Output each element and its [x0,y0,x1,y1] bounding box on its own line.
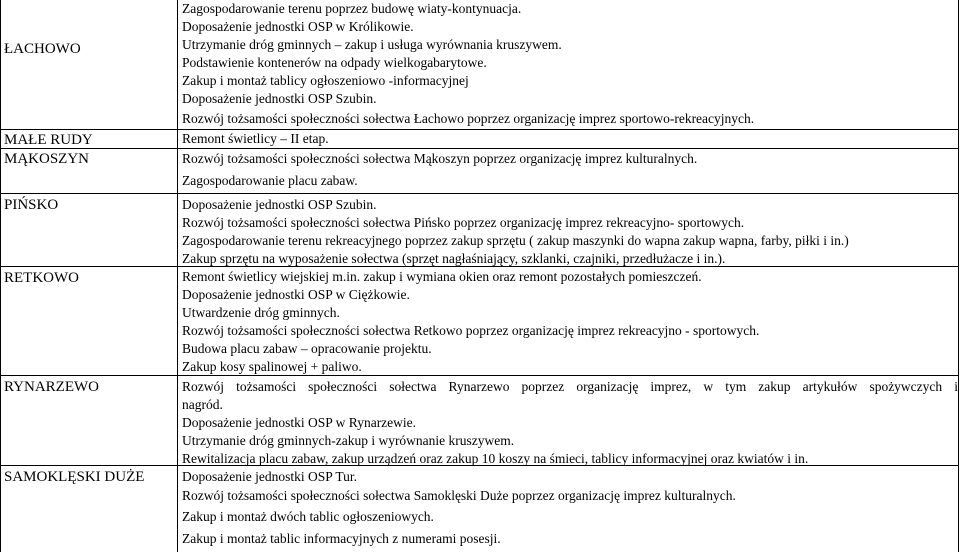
task-item: Zakup i montaż dwóch tablic ogłoszeniowych. [182,509,434,524]
task-item: Zagospodarowanie terenu poprzez budowę wiaty-kontynuacja. [182,1,522,16]
table-column-divider [177,0,178,552]
village-name: PIŃSKO [4,197,59,213]
task-item: Podstawienie kontenerów na odpady wielkogabarytowe. [182,55,487,70]
task-item: Utrzymanie dróg gminnych-zakup i wyrównanie kruszywem. [182,433,515,448]
task-item: Rozwój tożsamości społeczności sołectwa Rynarzewo poprzez organizację imprez, w tym zakup artykułów spożywczych i [182,379,958,394]
task-item: Rozwój tożsamości społeczności sołectwa Pińsko poprzez organizację imprez rekreacyjno- sportowych. [182,215,745,230]
village-name: RYNARZEWO [4,379,99,395]
task-item: Rozwój tożsamości społeczności sołectwa Retkowo poprzez organizację imprez rekreacyjno - sportowych. [182,323,760,338]
task-item: Rozwój tożsamości społeczności sołectwa Łachowo poprzez organizację imprez sportowo-rekreacyjnych. [182,111,755,126]
task-item: Doposażenie jednostki OSP Szubin. [182,197,377,212]
task-item: Doposażenie jednostki OSP w Królikowie. [182,19,414,34]
village-name: MAŁE RUDY [4,132,93,148]
row-divider [0,375,959,376]
task-item: nagród. [182,397,223,412]
task-item: Zakup sprzętu na wyposażenie sołectwa (sprzęt nagłaśniający, szklanki, czajniki, przedłużacze i in.). [182,251,726,266]
task-item: Doposażenie jednostki OSP w Rynarzewie. [182,415,417,430]
task-item: Doposażenie jednostki OSP Tur. [182,469,358,484]
task-item: Rewitalizacja placu zabaw, zakup urządzeń oraz zakup 10 koszy na śmieci, tablicy informacyjnej oraz kwiatów i in. [182,451,809,466]
task-item: Zakup kosy spalinowej + paliwo. [182,359,362,374]
task-item: Doposażenie jednostki OSP w Ciężkowie. [182,287,410,302]
row-divider [0,129,959,130]
village-name: SAMOKLĘSKI DUŻE [4,469,145,485]
task-item: Zagospodarowanie placu zabaw. [182,173,358,188]
task-item: Utrzymanie dróg gminnych – zakup i usługa wyrównania kruszywem. [182,37,562,52]
village-name: ŁACHOWO [4,41,81,57]
task-item: Remont świetlicy wiejskiej m.in. zakup i wymiana okien oraz remont pozostałych pomieszczeń. [182,269,702,284]
row-divider [0,193,959,194]
table-border-left [0,0,1,552]
task-item: Zakup i montaż tablic informacyjnych z numerami posesji. [182,531,501,546]
task-item: Zakup i montaż tablicy ogłoszeniowo -informacyjnej [182,73,469,88]
task-item: Zagospodarowanie terenu rekreacyjnego poprzez zakup sprzętu ( zakup maszynki do wapna zakup wapna, farby, piłki i in.) [182,233,849,248]
task-item: Rozwój tożsamości społeczności sołectwa Samoklęski Duże poprzez organizację imprez kulturalnych. [182,488,736,503]
row-divider [0,148,959,149]
task-item: Rozwój tożsamości społeczności sołectwa Mąkoszyn poprzez organizację imprez kulturalnych. [182,151,698,166]
task-item: Budowa placu zabaw – opracowanie projektu. [182,341,432,356]
village-name: RETKOWO [4,270,79,286]
task-item: Utwardzenie dróg gminnych. [182,305,340,320]
village-name: MĄKOSZYN [4,151,90,167]
table-border-right [958,0,959,552]
task-item: Doposażenie jednostki OSP Szubin. [182,91,377,106]
task-item: Remont świetlicy – II etap. [182,131,329,146]
